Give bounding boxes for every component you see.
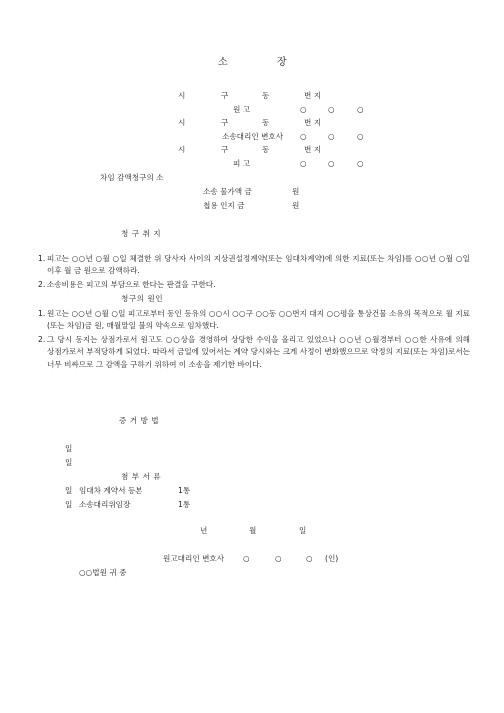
court-addressee: ○○법원 귀 중 [79, 568, 127, 577]
stamp-unit: 원 [292, 201, 300, 210]
plaintiff-name-3: ○ [357, 105, 364, 114]
case-name: 차임 감액청구의 소 [100, 173, 164, 182]
date-year: 년 [200, 526, 208, 535]
attachments-heading: 첨 부 서 류 [121, 472, 162, 481]
claim-heading: 청 구 취 지 [121, 229, 162, 238]
agent-name-3: ○ [357, 132, 364, 141]
address-city: 시 [178, 145, 186, 154]
attachment-name: 임대차 계약서 등본 [79, 486, 143, 495]
agent-label: 소송대리인 변호사 [222, 132, 284, 141]
cause-item-number: 1. [38, 309, 46, 318]
amount-label: 소송 물가액 금 [203, 187, 252, 196]
signature-seal: (인) [325, 554, 339, 563]
claim-item-2 [38, 279, 470, 291]
claim-item-1 [38, 253, 470, 278]
claim-item-number: 1. [38, 254, 46, 263]
plaintiff-label: 원 고 [233, 105, 251, 114]
signature-name-3: ○ [306, 554, 313, 563]
address-lot: 번 지 [304, 118, 322, 127]
claim-item-number: 2. [38, 280, 46, 289]
cause-item-2 [38, 334, 470, 371]
evidence-item-2: 일 [65, 458, 73, 467]
attachment-count: 1통 [178, 486, 191, 495]
claim-item-text: 피고는 ○○년 ○월 ○일 체결한 위 당사자 사이의 지상권설정계약(또는 임대차계약)에 의한 지료(또는 차임)를 ○○년 ○월 ○일 이후 월 금 원으로 감액하라. [47, 254, 470, 276]
amount-unit: 원 [292, 187, 300, 196]
signature-name-1: ○ [243, 554, 250, 563]
plaintiff-name-2: ○ [328, 105, 335, 114]
attachment-name: 소송대리위임장 [79, 500, 131, 509]
address-lot: 번 지 [304, 145, 322, 154]
defendant-name-3: ○ [357, 159, 364, 168]
signature-label: 원고대리인 변호사 [163, 554, 225, 563]
plaintiff-name-1: ○ [300, 105, 307, 114]
date-day: 일 [299, 526, 307, 535]
address-city: 시 [178, 118, 186, 127]
defendant-name-1: ○ [300, 159, 307, 168]
attachment-prefix: 일 [65, 500, 73, 509]
cause-item-text: 원고는 ○○년 ○월 ○일 피고로부터 동인 등유의 ○○시 ○○구 ○○동 ○○번지 대지 ○○평을 통상건물 소유의 목적으로 월 지료(또는 차임)금 원, 매월말일 불의 약속으로 임차했다. [47, 309, 470, 331]
address-dong: 동 [262, 145, 270, 154]
defendant-name-2: ○ [328, 159, 335, 168]
address-district: 구 [221, 118, 229, 127]
attachment-count: 1통 [178, 500, 191, 509]
defendant-label: 피 고 [233, 159, 251, 168]
cause-heading: 청구의 원인 [121, 294, 164, 303]
address-district: 구 [221, 145, 229, 154]
title-char-2: 장 [277, 57, 287, 68]
agent-name-1: ○ [300, 132, 307, 141]
stamp-label: 첩용 인지 금 [203, 201, 245, 210]
cause-item-number: 2. [38, 335, 46, 344]
address-district: 구 [221, 91, 229, 100]
title-char-1: 소 [218, 57, 228, 68]
signature-name-2: ○ [275, 554, 282, 563]
attachment-prefix: 일 [65, 486, 73, 495]
cause-item-text: 그 당시 동지는 상점가로서 원고도 ○○상을 경영하여 상당한 수익을 올리고 있었으나 ○○년 ○월경부터 ○○한 사유에 의해 상점가로서 부적당하게 되었다. 따라서 금일에 있어서는 계약 당시와는 크게 사정이 변화했으므로 약정의 지료(또는 차임)로서는 너무 비싸므로 그 감액을 구하기 위하여 이 소송을 제기한 바이다. [47, 335, 470, 369]
address-dong: 동 [262, 118, 270, 127]
cause-item-1 [38, 308, 470, 333]
evidence-item-1: 일 [65, 444, 73, 453]
claim-item-text: 소송비용은 피고의 부담으로 한다는 판결을 구한다. [47, 280, 216, 289]
address-city: 시 [178, 91, 186, 100]
evidence-heading: 증 거 방 법 [119, 416, 160, 425]
address-lot: 번 지 [304, 91, 322, 100]
date-month: 월 [249, 526, 257, 535]
agent-name-2: ○ [328, 132, 335, 141]
address-dong: 동 [262, 91, 270, 100]
